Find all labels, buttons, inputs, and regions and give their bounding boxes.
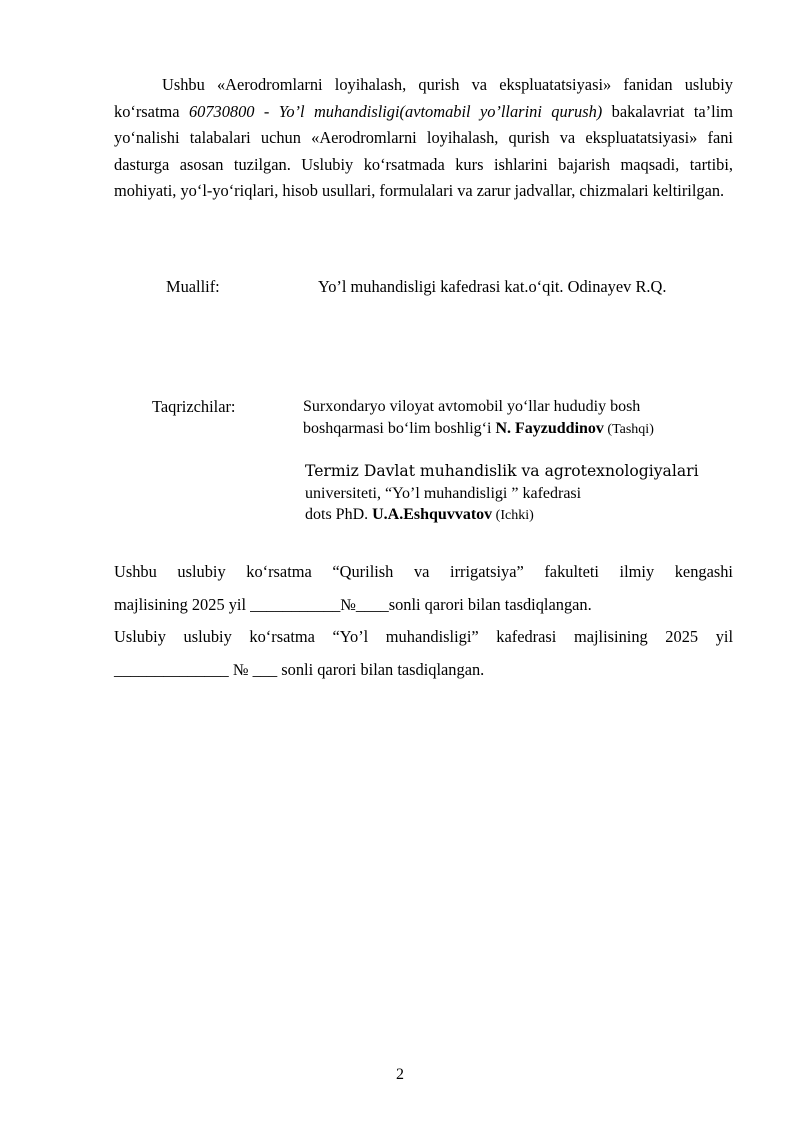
internal-reviewer-title: dots PhD. [305,506,373,523]
external-reviewer-type: (Tashqi) [603,421,654,437]
intro-specialty-code: 60730800 - Yo’l muhandisligi(avtomabil yo’llarini qurush) [188,101,603,121]
author-label: Muallif: [166,277,220,296]
external-reviewer-line2 [303,418,654,441]
internal-reviewer-line3 [305,504,699,527]
internal-reviewer-line2: universiteti, “Yo’l muhandisligi ” kafedrasi [305,484,582,502]
department-approval-line1: Uslubiy uslubiy ko‘rsatma “Yo’l muhandisligi” kafedrasi majlisining 2025 yil [114,627,733,646]
reviewers-label: Taqrizchilar: [152,397,236,416]
intro-text-part2: bakalavriat ta’lim yo‘nalishi talabalari uchun «Aerodromlarni loyihalash, qurish va ekspluatatsiyasi» fani dasturga asosan tuzilgan. Uslubiy ko‘rsatmada kurs ishlarini bajarish maqsadi, tartibi, mohiyati, yo‘l-yo‘riqlari, hisob usullari, formulalari va zarur jadvallar, chizmalari keltirilgan. [114,101,733,200]
author-value: Yo’l muhandisligi kafedrasi kat.o‘qit. Odinayev R.Q. [318,277,667,296]
internal-reviewer [305,461,699,527]
internal-reviewer-line1: Termiz Davlat muhandislik va agrotexnologiyalari [305,462,699,480]
faculty-approval-line1: Ushbu uslubiy ko‘rsatma “Qurilish va irrigatsiya” fakulteti ilmiy kengashi [114,562,733,581]
intro-text-part1: Ushbu «Aerodromlarni loyihalash, qurish va ekspluatatsiyasi» fanidan uslubiy ko‘rsatma [114,75,733,121]
department-approval-line2: ______________ № ___ sonli qarori bilan tasdiqlangan. [114,659,485,679]
approvals-section [114,556,733,686]
external-reviewer-position: boshqarmasi bo‘lim boshlig‘i [303,419,496,437]
intro-paragraph [114,72,733,205]
external-reviewer-name: N. Fayzuddinov [495,419,604,437]
internal-reviewer-name: U.A.Eshquvvatov [372,506,493,523]
faculty-approval-line2: majlisining 2025 yil ___________№____sonli qarori bilan tasdiqlangan. [114,594,592,614]
external-reviewer-line1: Surxondaryo viloyat avtomobil yo‘llar hududiy bosh [303,398,641,415]
page-number: 2 [396,1066,404,1083]
external-reviewer [303,396,654,440]
internal-reviewer-type: (Ichki) [492,508,534,523]
